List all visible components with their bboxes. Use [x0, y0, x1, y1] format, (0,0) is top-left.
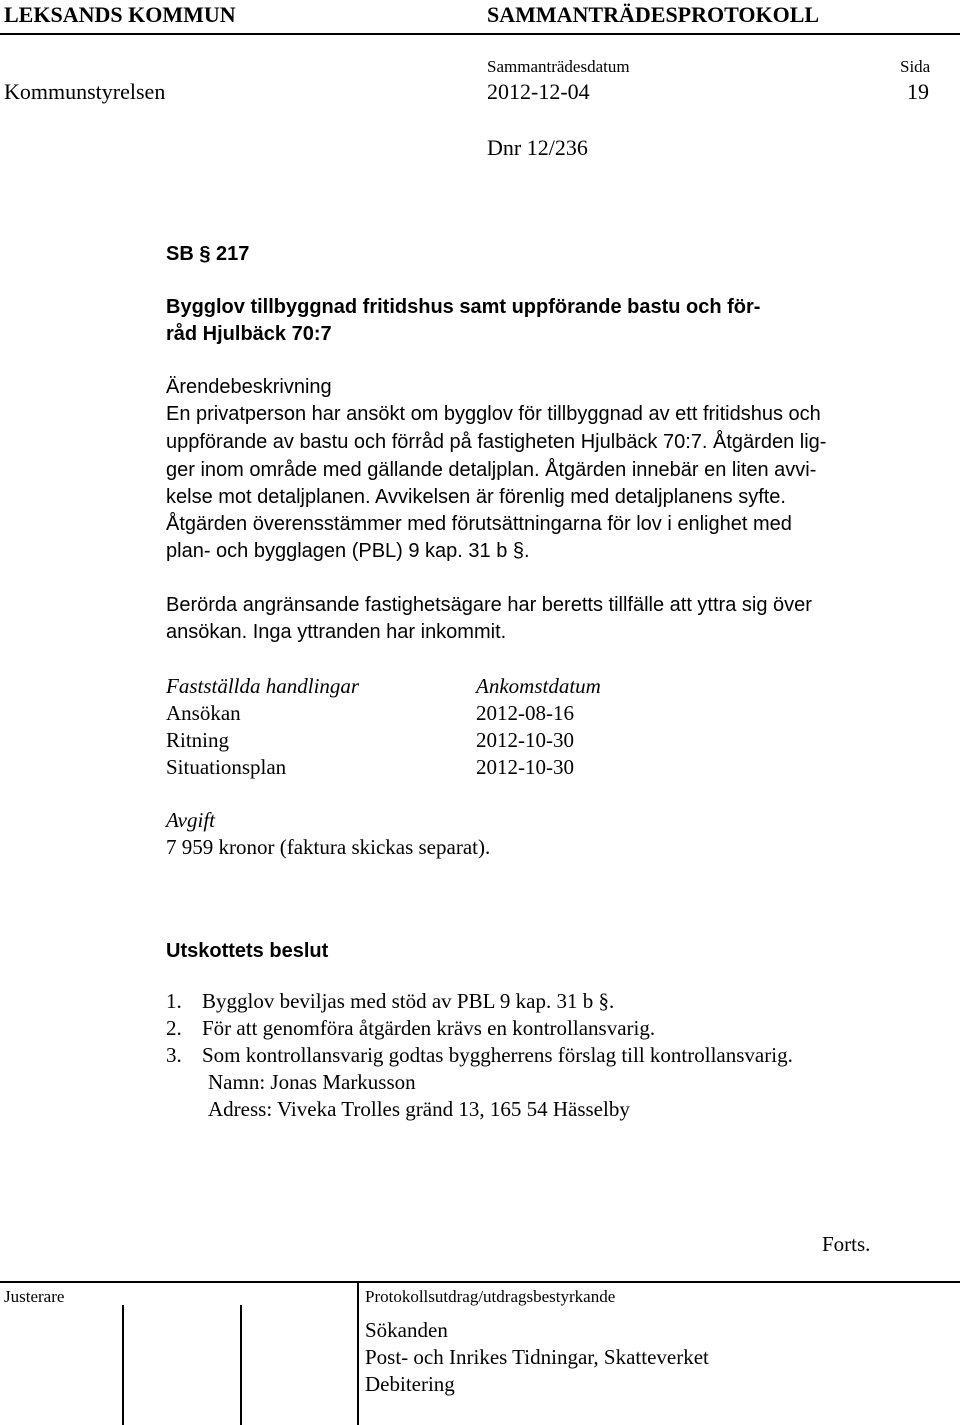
page-label: Sida — [900, 57, 931, 76]
signature-divider — [122, 1305, 124, 1425]
header-divider — [0, 33, 960, 35]
documents-column-header: Fastställda handlingar — [166, 674, 360, 698]
decision-item-text: Som kontrollansvarig godtas byggherrens förslag till kontrollansvarig. — [202, 1043, 793, 1067]
description-line: Åtgärden överensstämmer med förutsättningarna för lov i enlighet med — [166, 513, 792, 535]
description-line: kelse mot detaljplanen. Avvikelsen är förenlig med detaljplanens syfte. — [166, 486, 786, 508]
decision-item-text: Bygglov beviljas med stöd av PBL 9 kap. 31 b §. — [202, 989, 615, 1013]
signature-divider — [240, 1305, 242, 1425]
meeting-date: 2012-12-04 — [487, 79, 590, 104]
recipient-item: Sökanden — [365, 1318, 448, 1342]
description-line: En privatperson har ansökt om bygglov för tillbyggnad av ett fritidshus och — [166, 403, 821, 425]
description-line: plan- och bygglagen (PBL) 9 kap. 31 b §. — [166, 540, 530, 562]
date-label: Sammanträdesdatum — [487, 57, 630, 76]
item-title-line1: Bygglov tillbyggnad fritidshus samt uppförande bastu och för- — [166, 296, 761, 318]
document-date: 2012-08-16 — [476, 701, 574, 725]
decision-item-number: 1. — [166, 989, 182, 1013]
arrival-date-column-header: Ankomstdatum — [476, 674, 601, 698]
document-date: 2012-10-30 — [476, 728, 574, 752]
justerare-label: Justerare — [4, 1287, 65, 1306]
item-title-line2: råd Hjulbäck 70:7 — [166, 323, 332, 345]
committee-name: Kommunstyrelsen — [4, 79, 166, 104]
document-name: Situationsplan — [166, 755, 287, 779]
footer-divider — [0, 1281, 960, 1283]
recipient-item: Post- och Inrikes Tidningar, Skatteverket — [365, 1345, 709, 1369]
description-heading: Ärendebeskrivning — [166, 376, 332, 398]
description-line: ger inom område med gällande detaljplan. Åtgärden innebär en liten avvi- — [166, 459, 817, 481]
neighbors-line: Berörda angränsande fastighetsägare har beretts tillfälle att yttra sig över — [166, 594, 812, 616]
controller-address: Adress: Viveka Trolles gränd 13, 165 54 Hässelby — [208, 1097, 630, 1121]
continued-marker: Forts. — [822, 1232, 871, 1256]
description-line: uppförande av bastu och förråd på fastigheten Hjulbäck 70:7. Åtgärden lig- — [166, 431, 827, 453]
document-name: Ritning — [166, 728, 230, 752]
controller-name: Namn: Jonas Markusson — [208, 1070, 416, 1094]
diary-number: Dnr 12/236 — [487, 135, 588, 160]
decision-item-text: För att genomföra åtgärden krävs en kontrollansvarig. — [202, 1016, 656, 1040]
municipality-name: LEKSANDS KOMMUN — [4, 2, 236, 27]
fee-label: Avgift — [166, 808, 215, 832]
footer-column-divider — [357, 1283, 359, 1425]
neighbors-line: ansökan. Inga yttranden har inkommit. — [166, 621, 507, 643]
decision-item-number: 3. — [166, 1043, 182, 1067]
fee-text: 7 959 kronor (faktura skickas separat). — [166, 835, 491, 859]
item-number: SB § 217 — [166, 243, 250, 265]
document-date: 2012-10-30 — [476, 755, 574, 779]
extract-label: Protokollsutdrag/utdragsbestyrkande — [365, 1287, 616, 1306]
document-name: Ansökan — [166, 701, 241, 725]
page-number: 19 — [907, 79, 929, 104]
recipient-item: Debitering — [365, 1372, 455, 1396]
decision-heading: Utskottets beslut — [166, 940, 329, 962]
document-type: SAMMANTRÄDESPROTOKOLL — [487, 2, 820, 27]
decision-item-number: 2. — [166, 1016, 182, 1040]
